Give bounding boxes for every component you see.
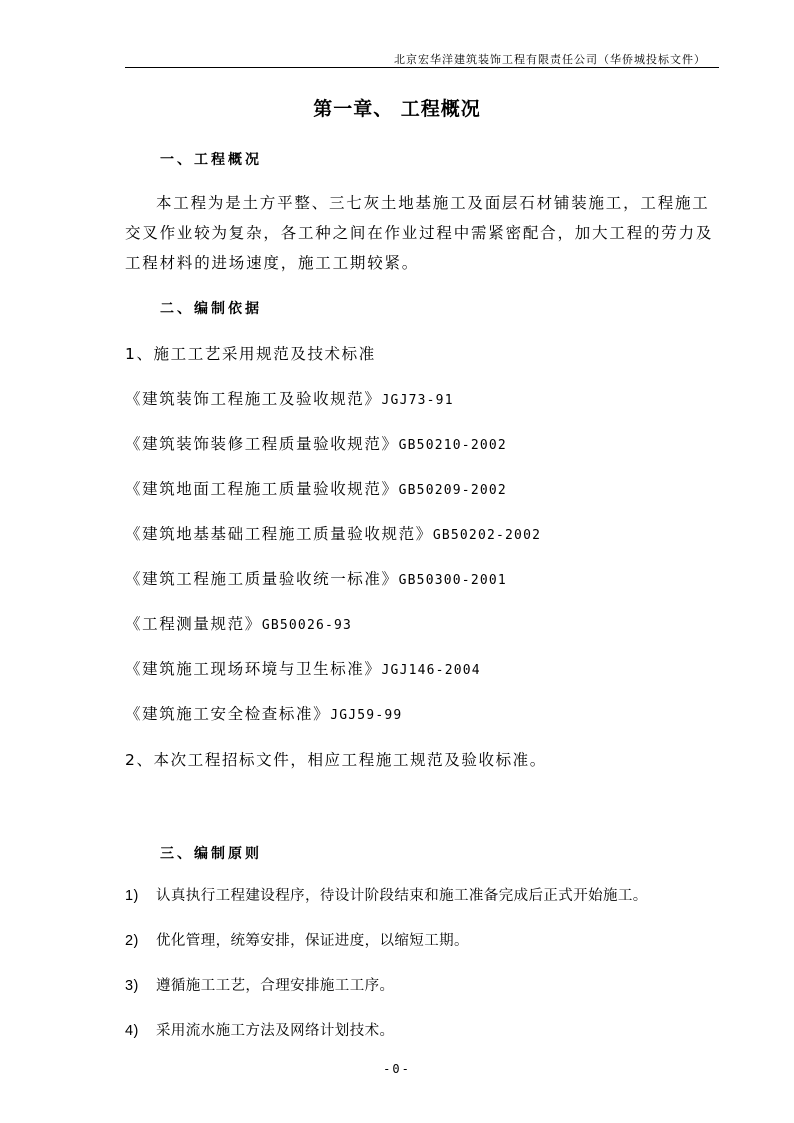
principle-item — [125, 884, 648, 905]
standard-line — [125, 387, 454, 409]
header-rule — [125, 67, 719, 68]
principle-text: 认真执行工程建设程序，待设计阶段结束和施工准备完成后正式开始施工。 — [156, 888, 648, 904]
standard-line — [125, 612, 352, 634]
standard-line — [125, 477, 507, 499]
standard-name: 《建筑地基基础工程施工质量验收规范》 — [125, 525, 433, 543]
standard-code: JGJ73-91 — [381, 393, 454, 408]
section-heading-basis: 二、编制依据 — [160, 301, 262, 317]
standard-name: 《工程测量规范》 — [125, 615, 262, 633]
overview-paragraph — [125, 188, 725, 278]
standard-line — [125, 702, 402, 724]
chapter-title: 第一章、 工程概况 — [313, 98, 481, 120]
basis-item-1: 1、施工工艺采用规范及技术标准 — [125, 345, 376, 363]
standard-line — [125, 567, 507, 589]
standard-line — [125, 432, 507, 454]
standard-name: 《建筑地面工程施工质量验收规范》 — [125, 480, 399, 498]
principle-text: 优化管理，统筹安排，保证进度，以缩短工期。 — [156, 933, 469, 949]
principle-number: 3) — [125, 978, 139, 994]
page-number: -0- — [383, 1062, 411, 1076]
standard-name: 《建筑装饰工程施工及验收规范》 — [125, 390, 382, 408]
section-heading-overview: 一、工程概况 — [160, 152, 262, 168]
standard-line — [125, 657, 481, 679]
standard-name: 《建筑装饰装修工程质量验收规范》 — [125, 435, 399, 453]
standard-name: 《建筑工程施工质量验收统一标准》 — [125, 570, 399, 588]
standard-name: 《建筑施工现场环境与卫生标准》 — [125, 660, 382, 678]
overview-paragraph-text: 本工程为是土方平整、三七灰土地基施工及面层石材铺装施工，工程施工交叉作业较为复杂，各工种之间在作业过程中需紧密配合，加大工程的劳力及工程材料的进场速度，施工工期较紧。 — [125, 194, 714, 272]
section-heading-principles: 三、编制原则 — [160, 846, 262, 862]
standard-code: GB50210-2002 — [398, 438, 507, 453]
standard-line — [125, 522, 541, 544]
principle-item — [125, 974, 394, 995]
principle-number: 1) — [125, 888, 139, 904]
principle-text: 遵循施工工艺，合理安排施工工序。 — [156, 978, 395, 994]
principle-item — [125, 929, 469, 950]
standard-code: GB50026-93 — [261, 618, 353, 633]
standard-code: GB50300-2001 — [398, 573, 507, 588]
principle-item — [125, 1019, 394, 1040]
basis-item-2: 2、本次工程招标文件，相应工程施工规范及验收标准。 — [125, 751, 547, 769]
principle-number: 4) — [125, 1023, 139, 1039]
standard-name: 《建筑施工安全检查标准》 — [125, 705, 331, 723]
standard-code: JGJ59-99 — [330, 708, 403, 723]
standard-code: GB50202-2002 — [432, 528, 542, 543]
principle-number: 2) — [125, 933, 139, 949]
principle-text: 采用流水施工方法及网络计划技术。 — [156, 1023, 395, 1039]
standard-code: GB50209-2002 — [398, 483, 507, 498]
page-header: 北京宏华洋建筑装饰工程有限责任公司（华侨城投标文件） — [394, 53, 706, 66]
standard-code: JGJ146-2004 — [381, 663, 481, 678]
